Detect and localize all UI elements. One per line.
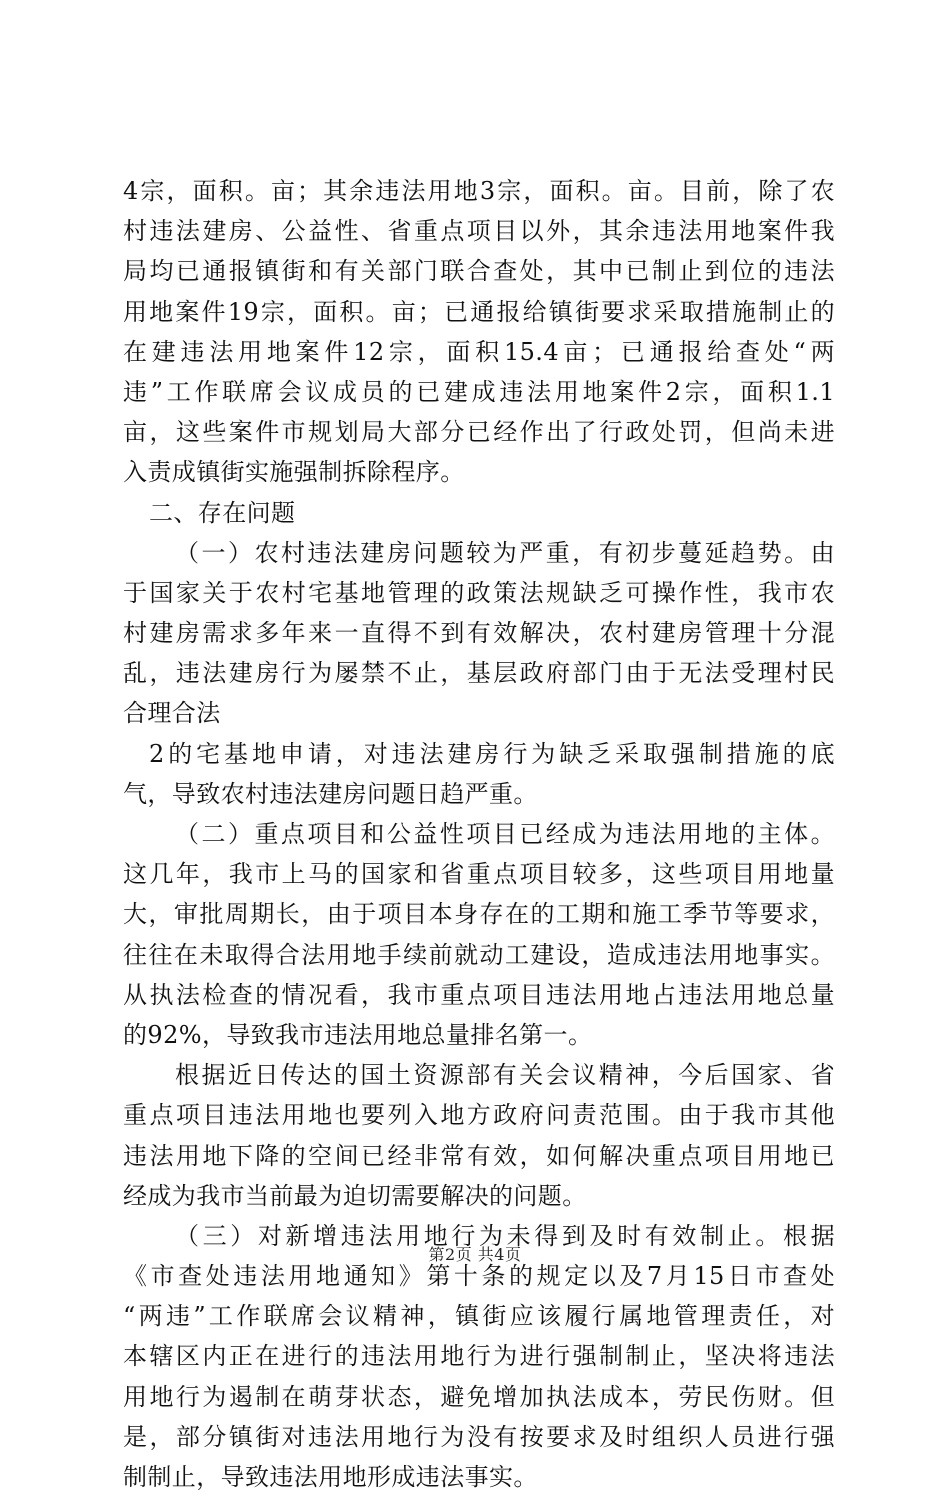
text-line: 入责成镇街实施强制拆除程序。 [123, 458, 465, 487]
text-line: 气，导致农村违法建房问题日趋严重。 [123, 779, 538, 808]
text-line: 违法用地下降的空间已经非常有效，如何解决重点项目用地已 [123, 1141, 835, 1170]
text-line: 二、存在问题 [149, 498, 296, 527]
text-line: 用地行为遏制在萌芽状态，避免增加执法成本，劳民伤财。但 [123, 1382, 835, 1411]
text-line: 违”工作联席会议成员的已建成违法用地案件2宗，面积1.1 [123, 377, 835, 406]
text-line: 本辖区内正在进行的违法用地行为进行强制制止，坚决将违法 [123, 1342, 835, 1371]
text-line: （一）农村违法建房问题较为严重，有初步蔓延趋势。由 [175, 538, 835, 567]
page-footer: 第2页 共4页 [428, 1245, 522, 1264]
text-line: 重点项目违法用地也要列入地方政府问责范围。由于我市其他 [123, 1101, 835, 1130]
text-line: 2的宅基地申请，对违法建房行为缺乏采取强制措施的底 [149, 739, 835, 768]
text-line: 乱，违法建房行为屡禁不止，基层政府部门由于无法受理村民 [123, 659, 835, 688]
text-line: 根据近日传达的国土资源部有关会议精神，今后国家、省 [175, 1061, 835, 1090]
text-line: （二）重点项目和公益性项目已经成为违法用地的主体。 [175, 820, 835, 848]
text-line: （三）对新增违法用地行为未得到及时有效制止。根据 [175, 1221, 835, 1250]
text-line: “两违”工作联席会议精神，镇街应该履行属地管理责任，对 [123, 1302, 835, 1331]
text-line: 制制止，导致违法用地形成违法事实。 [123, 1463, 538, 1491]
text-line: 的92%，导致我市违法用地总量排名第一。 [123, 1020, 593, 1049]
text-line: 村建房需求多年来一直得不到有效解决，农村建房管理十分混 [123, 619, 835, 648]
text-line: 合理合法 [123, 699, 221, 728]
text-line: 《市查处违法用地通知》第十条的规定以及7月15日市查处 [123, 1262, 835, 1291]
text-line: 经成为我市当前最为迫切需要解决的问题。 [123, 1181, 587, 1210]
text-line: 用地案件19宗，面积。亩；已通报给镇街要求采取措施制止的 [123, 297, 835, 326]
text-line: 亩，这些案件市规划局大部分已经作出了行政处罚，但尚未进 [123, 418, 835, 447]
text-line: 村违法建房、公益性、省重点项目以外，其余违法用地案件我 [123, 217, 835, 246]
text-line: 往往在未取得合法用地手续前就动工建设，造成违法用地事实。 [123, 940, 835, 969]
text-line: 大，审批周期长，由于项目本身存在的工期和施工季节等要求， [123, 900, 835, 929]
text-line: 局均已通报镇街和有关部门联合查处，其中已制止到位的违法 [123, 257, 835, 286]
text-line: 是，部分镇街对违法用地行为没有按要求及时组织人员进行强 [123, 1422, 835, 1451]
text-line: 从执法检查的情况看，我市重点项目违法用地占违法用地总量 [123, 980, 835, 1009]
text-line: 4宗，面积。亩；其余违法用地3宗，面积。亩。目前，除了农 [123, 177, 835, 205]
text-line: 于国家关于农村宅基地管理的政策法规缺乏可操作性，我市农 [123, 578, 835, 607]
text-line: 在建违法用地案件12宗，面积15.4亩；已通报给查处“两 [123, 337, 835, 366]
document-body [123, 171, 835, 1497]
text-line: 这几年，我市上马的国家和省重点项目较多，这些项目用地量 [123, 860, 835, 889]
